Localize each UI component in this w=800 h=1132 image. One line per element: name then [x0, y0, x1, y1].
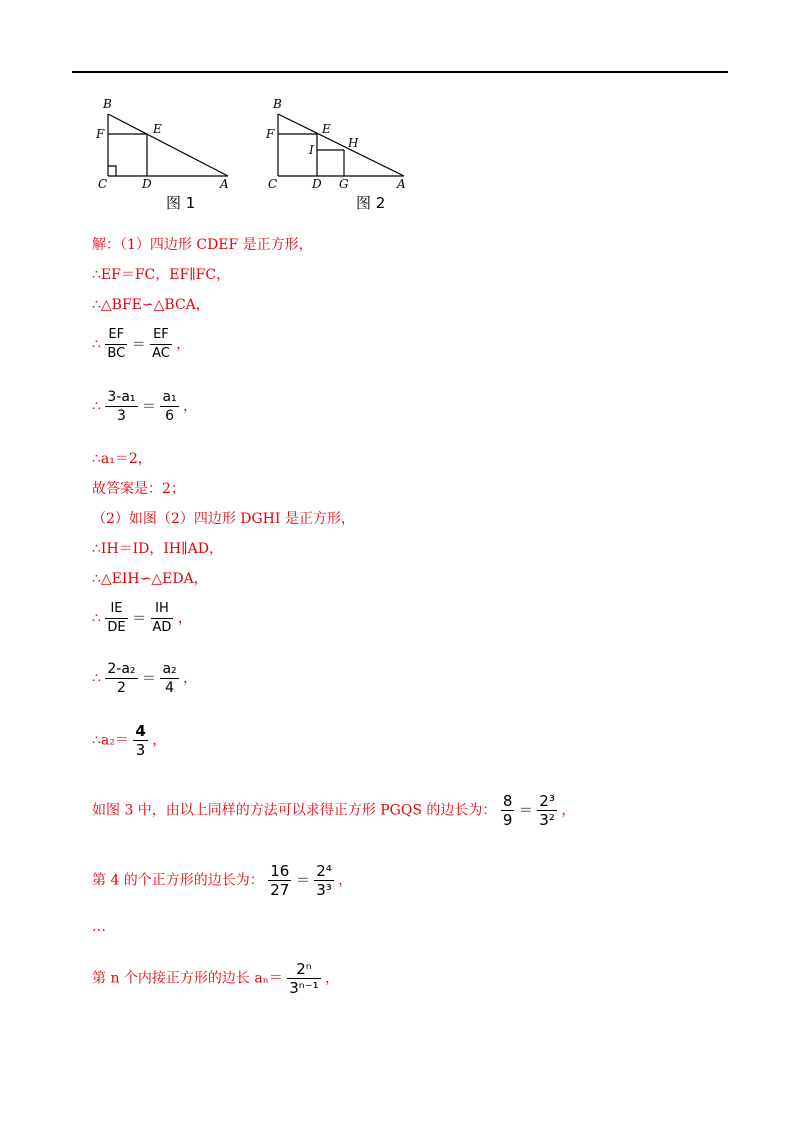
fraction-8-9: $\frac{8}{9}$	[502, 792, 513, 829]
comma: ，	[325, 970, 340, 987]
therefore-symbol: ∴	[92, 670, 101, 687]
solution-line-1: 解：（1）四边形 CDEF 是正方形，	[92, 237, 313, 253]
solution-line-9: ∴IH＝ID，IH∥AD，	[92, 541, 223, 557]
method-text: 如图 3 中，由以上同样的方法可以求得正方形 PGQS 的边长为：	[92, 802, 497, 819]
solution-line-14	[92, 792, 575, 829]
solution-line-15	[92, 862, 352, 899]
fig2-label-H: H	[348, 136, 359, 150]
therefore-symbol: ∴	[92, 398, 101, 415]
fraction-ef-bc: $\frac{EF}{BC}$	[107, 327, 126, 361]
solution-line-8: （2）如图（2）四边形 DGHI 是正方形，	[92, 511, 355, 527]
fig1-label-C: C	[98, 177, 108, 191]
fig2-label-D: D	[312, 177, 322, 191]
solution-line-12	[92, 660, 197, 697]
fig2-label-C: C	[268, 177, 278, 191]
solution-line-17	[92, 960, 339, 997]
equals-sign: ＝	[141, 670, 156, 687]
fig2-label-B: B	[273, 97, 282, 111]
figure-2-caption: 图 2	[356, 194, 386, 212]
fraction-ih-ad: $\frac{IH}{AD}$	[152, 601, 172, 635]
fraction-ef-ac: $\frac{EF}{AC}$	[152, 327, 170, 361]
therefore-symbol: ∴	[92, 610, 101, 627]
fraction-4-3: $\frac{4}{3}$	[135, 722, 146, 759]
fraction-16-27: $\frac{16}{27}$	[270, 862, 290, 899]
solution-line-7: 故答案是：2；	[92, 481, 185, 497]
solution-line-4	[92, 326, 190, 363]
figure-2	[266, 96, 416, 195]
solution-line-5	[92, 388, 197, 425]
fraction-2pow4-3cubed: $\frac{\text{2⁴}}{\text{3³}}$	[316, 862, 332, 899]
fig1-label-A: A	[220, 177, 229, 191]
fig1-label-E: E	[153, 122, 162, 136]
equals-sign: ＝	[295, 872, 310, 889]
fourth-square-text: 第 4 的个正方形的边长为：	[92, 872, 264, 889]
equals-sign: ＝	[132, 610, 147, 627]
equals-sign: ＝	[131, 336, 146, 353]
equals-sign: ＝	[518, 802, 533, 819]
solution-line-16: …	[92, 919, 106, 935]
comma: ，	[176, 336, 191, 353]
equals-sign: ＝	[141, 398, 156, 415]
fraction-a1-6: $\frac{\text{a₁}}{6}$	[162, 389, 177, 424]
fig2-label-F: F	[266, 127, 275, 141]
fraction-a2-4: $\frac{\text{a₂}}{4}$	[162, 661, 177, 696]
comma: ，	[338, 872, 353, 889]
comma: ，	[561, 802, 576, 819]
a2-equals: ∴a₂＝	[92, 732, 129, 749]
fig1-label-B: B	[103, 97, 112, 111]
comma: ，	[152, 732, 167, 749]
comma: ，	[177, 610, 192, 627]
fraction-2-minus-a2: $\frac{\text{2-a₂}}{2}$	[107, 661, 136, 696]
fig2-label-E: E	[322, 122, 331, 136]
solution-line-11	[92, 600, 192, 637]
fig2-label-I: I	[309, 143, 314, 157]
comma: ，	[183, 670, 198, 687]
fig1-label-D: D	[142, 177, 152, 191]
solution-line-6: ∴a₁＝2，	[92, 451, 152, 467]
fraction-2cubed-3squared: $\frac{\text{2³}}{\text{3²}}$	[539, 792, 555, 829]
solution-line-2: ∴EF＝FC，EF∥FC，	[92, 267, 231, 283]
solution-line-3: ∴△BFE∽△BCA，	[92, 297, 210, 313]
header-rule	[72, 71, 728, 73]
fraction-2n-3n-1: $\frac{\text{2ⁿ}}{\text{3ⁿ⁻¹}}$	[289, 960, 319, 997]
figure-1	[96, 96, 246, 195]
fig2-label-G: G	[339, 177, 349, 191]
figure-1-caption: 图 1	[166, 194, 196, 212]
therefore-symbol: ∴	[92, 336, 101, 353]
fraction-ie-de: $\frac{IE}{DE}$	[107, 601, 126, 635]
fraction-3-minus-a1: $\frac{\text{3-a₁}}{3}$	[107, 389, 136, 424]
fig2-label-A: A	[397, 177, 406, 191]
fig1-label-F: F	[96, 127, 105, 141]
nth-square-text: 第 n 个内接正方形的边长 aₙ＝	[92, 970, 283, 987]
solution-line-13	[92, 722, 166, 759]
solution-line-10: ∴△EIH∽△EDA，	[92, 571, 208, 587]
comma: ，	[183, 398, 198, 415]
